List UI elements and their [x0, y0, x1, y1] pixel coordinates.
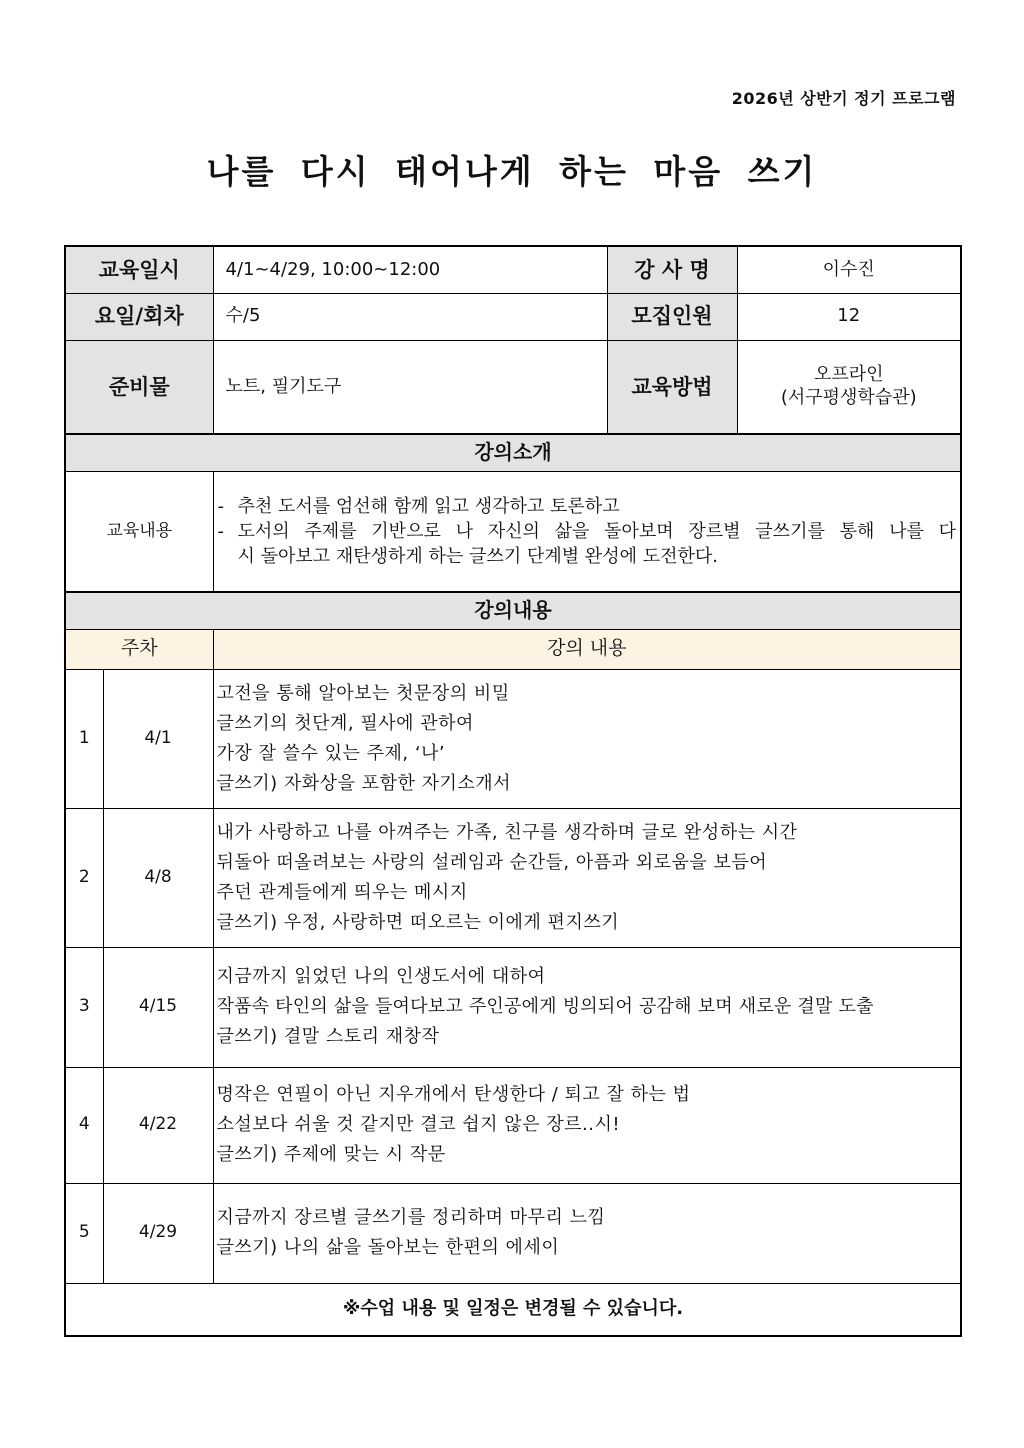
- content-line: 내가 사랑하고 나를 아껴주는 가족, 친구를 생각하며 글로 완성하는 시간: [216, 821, 798, 843]
- materials-value: 노트, 필기도구: [213, 340, 607, 434]
- method-value: [737, 340, 961, 434]
- content-line: 글쓰기의 첫단계, 필사에 관하여: [216, 712, 474, 734]
- schedule-value: 4/1~4/29, 10:00~12:00: [213, 246, 607, 293]
- table-row: [65, 808, 961, 947]
- intro-dash-2: -: [217, 520, 224, 542]
- day-value: 수/5: [213, 293, 607, 340]
- intro-body: [213, 471, 961, 592]
- program-note: 2026년 상반기 정기 프로그램: [731, 89, 956, 108]
- content-line: 글쓰기) 결말 스토리 재창작: [216, 1026, 440, 1047]
- week-date: 4/8: [103, 808, 213, 947]
- content-line: 소설보다 쉬울 것 같지만 결코 쉽지 않은 장르..시!: [216, 1114, 621, 1135]
- week-content: [213, 669, 961, 808]
- content-column-header-cell: 강의 내용: [213, 629, 961, 669]
- instructor-value: 이수진: [737, 246, 961, 293]
- intro-label: 교육내용: [65, 471, 213, 592]
- content-line: 뒤돌아 떠올려보는 사랑의 설레임과 순간들, 아픔과 외로움을 보듬어: [216, 851, 768, 873]
- content-line: 글쓰기) 나의 삶을 돌아보는 한편의 에세이: [216, 1237, 560, 1258]
- content-column-header: [65, 629, 961, 669]
- table-row: [65, 1183, 961, 1283]
- intro-text-1: 추천 도서를 엄선해 함께 읽고 생각하고 토론하고: [237, 495, 620, 517]
- week-column-header: 주차: [65, 629, 213, 669]
- content-line: 작품속 타인의 삶을 들여다보고 주인공에게 빙의되어 공감해 보며 새로운 결말 도출: [216, 996, 874, 1017]
- week-content: [213, 947, 961, 1067]
- week-date: 4/1: [103, 669, 213, 808]
- table-row: [65, 1067, 961, 1183]
- week-content: [213, 808, 961, 947]
- week-content: [213, 1183, 961, 1283]
- intro-text-3: 시 돌아보고 재탄생하게 하는 글쓰기 단계별 완성에 도전한다.: [237, 545, 718, 567]
- day-label: 요일/회차: [65, 293, 213, 340]
- page-title: 나를 다시 태어나게 하는 마음 쓰기: [206, 152, 818, 191]
- schedule-label: 교육일시: [65, 246, 213, 293]
- program-table: [64, 245, 962, 1337]
- info-row-materials: [65, 340, 961, 434]
- intro-line-3: [218, 544, 957, 569]
- schedule-change-notice: ※수업 내용 및 일정은 변경될 수 있습니다.: [65, 1283, 961, 1336]
- intro-line-2: [218, 519, 957, 544]
- week-number: 1: [65, 669, 103, 808]
- instructor-label: 강 사 명: [607, 246, 737, 293]
- intro-dash-1: -: [217, 495, 224, 517]
- info-row-day: [65, 293, 961, 340]
- materials-label: 준비물: [65, 340, 213, 434]
- capacity-value: 12: [737, 293, 961, 340]
- week-number: 2: [65, 808, 103, 947]
- intro-section-title: 강의소개: [65, 434, 961, 471]
- content-line: 글쓰기) 주제에 맞는 시 작문: [216, 1144, 446, 1165]
- week-date: 4/22: [103, 1067, 213, 1183]
- content-line: 지금까지 장르별 글쓰기를 정리하며 마무리 느낌: [216, 1207, 606, 1228]
- method-line-1: 오프라인: [813, 364, 884, 386]
- intro-section-row: [65, 434, 961, 471]
- info-row-schedule: [65, 246, 961, 293]
- week-number: 3: [65, 947, 103, 1067]
- content-line: 명작은 연필이 아닌 지우개에서 탄생한다 / 퇴고 잘 하는 법: [216, 1084, 691, 1105]
- footer-row: [65, 1283, 961, 1336]
- week-content: [213, 1067, 961, 1183]
- content-line: 가장 잘 쓸수 있는 주제, ‘나’: [216, 742, 446, 764]
- content-section-row: [65, 592, 961, 629]
- content-line: 글쓰기) 우정, 사랑하면 떠오르는 이에게 편지쓰기: [216, 911, 620, 933]
- intro-row: [65, 471, 961, 592]
- method-line-2: (서구평생학습관): [780, 386, 917, 408]
- content-line: 고전을 통해 알아보는 첫문장의 비밀: [216, 682, 510, 704]
- week-number: 4: [65, 1067, 103, 1183]
- intro-text-2: 도서의 주제를 기반으로 나 자신의 삶을 돌아보며 장르별 글쓰기를 통해 나를 다: [237, 520, 956, 542]
- content-line: 글쓰기) 자화상을 포함한 자기소개서: [216, 772, 512, 794]
- capacity-label: 모집인원: [607, 293, 737, 340]
- method-label: 교육방법: [607, 340, 737, 434]
- week-number: 5: [65, 1183, 103, 1283]
- table-row: [65, 669, 961, 808]
- intro-line-1: [218, 494, 957, 519]
- week-date: 4/29: [103, 1183, 213, 1283]
- week-date: 4/15: [103, 947, 213, 1067]
- table-row: [65, 947, 961, 1067]
- content-line: 주던 관계들에게 띄우는 메시지: [216, 881, 468, 903]
- content-section-title: 강의내용: [65, 592, 961, 629]
- content-line: 지금까지 읽었던 나의 인생도서에 대하여: [216, 966, 546, 987]
